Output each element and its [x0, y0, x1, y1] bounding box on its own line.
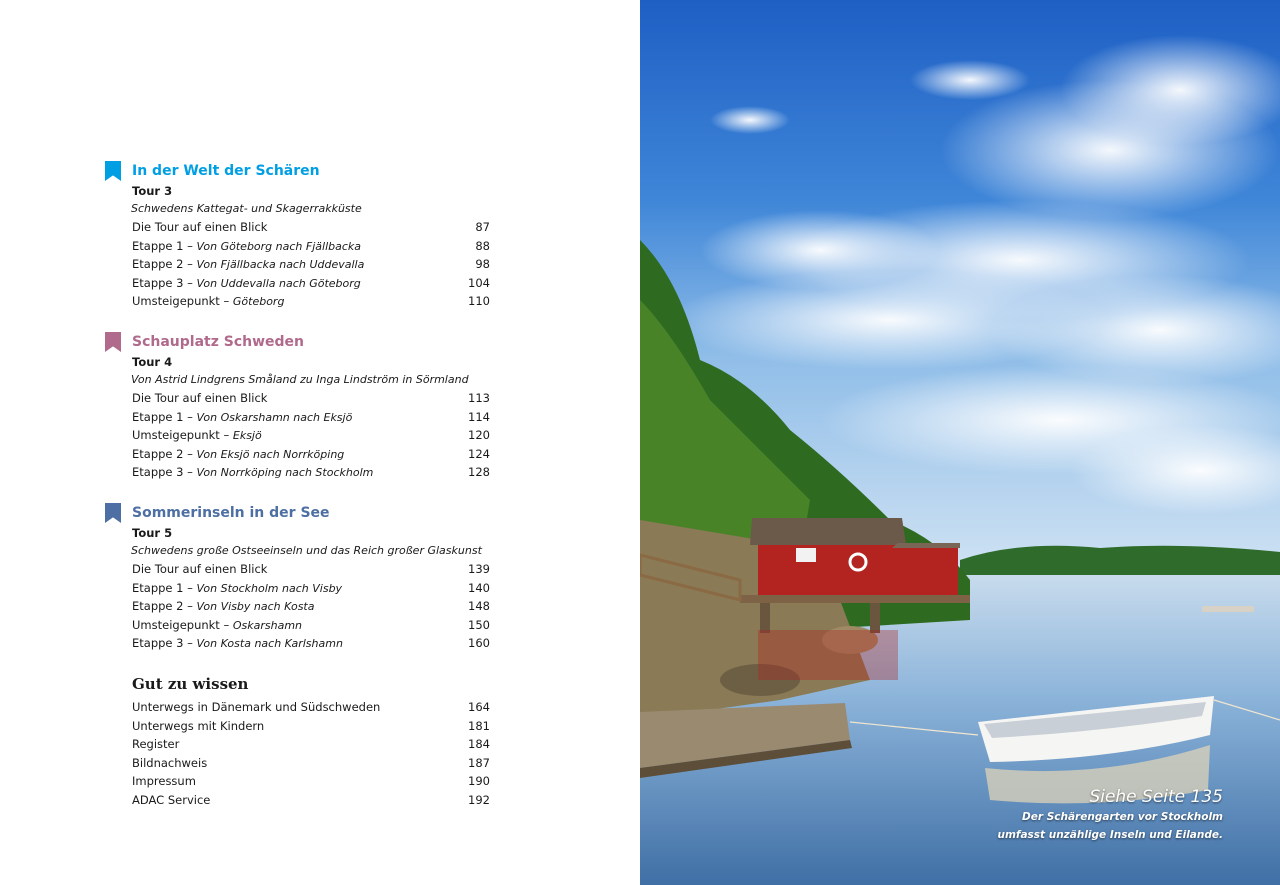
page-number: 114: [468, 409, 490, 424]
toc-entry[interactable]: Umsteigepunkt – Oskarshamn 150: [132, 616, 490, 635]
page-number: 120: [468, 428, 490, 443]
toc-entry[interactable]: Etappe 1 – Von Stockholm nach Visby 140: [132, 579, 490, 598]
photo-caption: [997, 786, 1223, 844]
archipelago-photo-page: [640, 0, 1280, 885]
page-number: 139: [468, 562, 490, 576]
page-number: 98: [475, 257, 490, 272]
toc-entries: [132, 389, 490, 482]
page-number: 124: [468, 446, 490, 461]
archipelago-photo: [640, 0, 1280, 885]
floating-dock: [1202, 606, 1254, 612]
page-number: 181: [468, 718, 490, 733]
bookmark-icon: [105, 332, 121, 352]
page-number: 88: [475, 238, 490, 253]
tour-subtitle: Schwedens große Ostseeinseln und das Reich großer Glaskunst: [131, 544, 482, 557]
toc-entries: [132, 560, 490, 653]
tour-subtitle: Schwedens Kattegat- und Skagerrakküste: [131, 202, 362, 215]
tour-subtitle: Von Astrid Lindgrens Småland zu Inga Lindström in Sörmland: [131, 373, 469, 386]
page-number: 113: [468, 391, 490, 405]
page-number: 160: [468, 636, 490, 651]
tour-label: Tour 3: [132, 184, 173, 198]
toc-entry[interactable]: Die Tour auf einen Blick 87: [132, 218, 490, 237]
toc-section-schauplatz: [104, 331, 494, 491]
section-title: Schauplatz Schweden: [132, 334, 305, 350]
toc-section-schaeren: [104, 160, 494, 320]
page-number: 140: [468, 580, 490, 595]
toc-entry[interactable]: Bildnachweis 187: [132, 754, 490, 773]
toc-entry[interactable]: Etappe 3 – Von Norrköping nach Stockholm 128: [132, 463, 490, 482]
toc-entry[interactable]: Etappe 1 – Von Oskarshamn nach Eksjö 114: [132, 408, 490, 427]
gut-zu-wissen-title: Gut zu wissen: [132, 675, 249, 693]
toc-entry[interactable]: Unterwegs mit Kindern 181: [132, 717, 490, 736]
section-title: Sommerinseln in der See: [132, 505, 330, 521]
bookmark-icon: [105, 161, 121, 181]
toc-entry[interactable]: Impressum 190: [132, 772, 490, 791]
toc-entry[interactable]: Die Tour auf einen Blick 139: [132, 560, 490, 579]
page-number: 190: [468, 774, 490, 789]
gut-zu-wissen-entries: [132, 698, 490, 810]
page-number: 150: [468, 617, 490, 632]
page-number: 192: [468, 792, 490, 807]
toc-entry[interactable]: Umsteigepunkt – Eksjö 120: [132, 426, 490, 445]
toc-entry[interactable]: Unterwegs in Dänemark und Südschweden 164: [132, 698, 490, 717]
page-number: 184: [468, 737, 490, 752]
page-number: 148: [468, 599, 490, 614]
page-number: 128: [468, 465, 490, 480]
toc-entries: [132, 218, 490, 311]
page-number: 87: [475, 220, 490, 234]
caption-line: Der Schärengarten vor Stockholm: [1022, 811, 1223, 823]
toc-entry[interactable]: Etappe 2 – Von Visby nach Kosta 148: [132, 597, 490, 616]
page-number: 110: [468, 294, 490, 309]
toc-entry[interactable]: Etappe 2 – Von Fjällbacka nach Uddevalla 98: [132, 255, 490, 274]
tour-label: Tour 4: [132, 355, 173, 369]
page-number: 164: [468, 700, 490, 714]
toc-entry[interactable]: Etappe 3 – Von Uddevalla nach Göteborg 104: [132, 274, 490, 293]
toc-entry[interactable]: Register 184: [132, 735, 490, 754]
page-number: 187: [468, 755, 490, 770]
page-number: 104: [468, 275, 490, 290]
toc-section-sommerinseln: [104, 502, 494, 662]
toc-entry[interactable]: Umsteigepunkt – Göteborg 110: [132, 292, 490, 311]
bookmark-icon: [105, 503, 121, 523]
toc-entry[interactable]: ADAC Service 192: [132, 791, 490, 810]
far-island: [960, 546, 1280, 575]
toc-entry[interactable]: Etappe 2 – Von Eksjö nach Norrköping 124: [132, 445, 490, 464]
section-title: In der Welt der Schären: [132, 163, 320, 179]
toc-entry[interactable]: Die Tour auf einen Blick 113: [132, 389, 490, 408]
caption-title: Siehe Seite 135: [1089, 787, 1223, 807]
toc-entry[interactable]: Etappe 3 – Von Kosta nach Karlshamn 160: [132, 634, 490, 653]
toc-entry[interactable]: Etappe 1 – Von Göteborg nach Fjällbacka 88: [132, 237, 490, 256]
caption-line: umfasst unzählige Inseln und Eilande.: [997, 829, 1223, 841]
tour-label: Tour 5: [132, 526, 173, 540]
